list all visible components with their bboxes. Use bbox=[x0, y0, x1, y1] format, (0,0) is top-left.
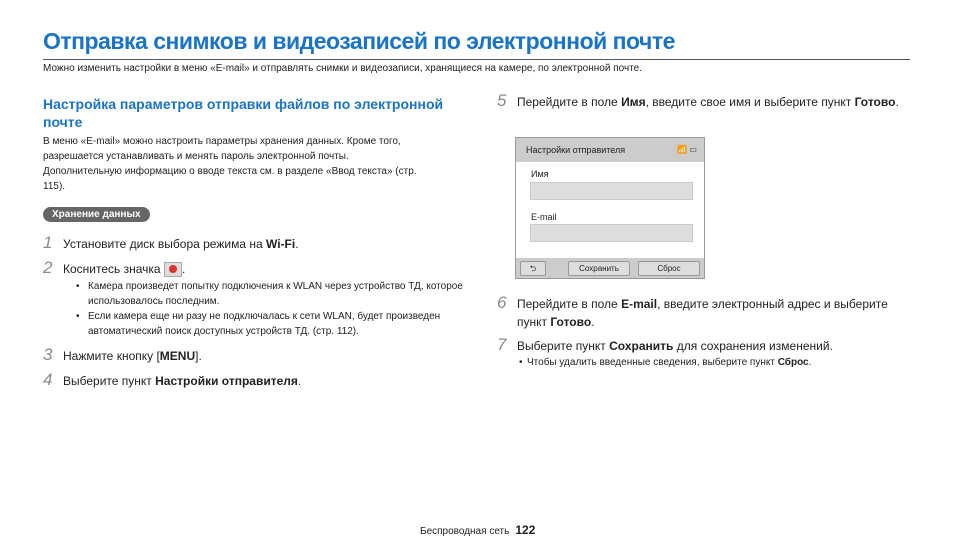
screen-title: Настройки отправителя bbox=[526, 145, 626, 155]
footer-section: Беспроводная сеть bbox=[420, 526, 510, 537]
step-4: 4 Выберите пункт Настройки отправителя. bbox=[43, 370, 302, 389]
step-5: 5 Перейдите в поле Имя, введите свое имя и выберите пункт Готово. bbox=[497, 91, 899, 110]
data-storage-badge: Хранение данных bbox=[43, 207, 150, 222]
wifi-battery-icon: 📶 ▭ bbox=[677, 145, 697, 154]
screen-header bbox=[516, 138, 704, 162]
section-paragraph: В меню «E-mail» можно настроить параметры хранения данных. Кроме того, разрешается устанавливать и менять пароль электронной почты. Дополнительную информацию о вводе текста см. в разделе «Ввод текста» (стр. 115). bbox=[43, 136, 417, 192]
name-label: Имя bbox=[531, 169, 549, 179]
step-2-notes bbox=[43, 279, 463, 339]
back-button[interactable]: ⮌ bbox=[520, 261, 546, 276]
bullet: • Чтобы удалить введенные сведения, выберите пункт Сброс. bbox=[497, 355, 917, 370]
step-2: 2 Коснитесь значка . bbox=[43, 258, 186, 277]
intro-text: Можно изменить настройки в меню «E-mail» и отправлять снимки и видеозаписи, хранящиеся на камере, по электронной почте. bbox=[43, 63, 642, 74]
step-7-note bbox=[497, 355, 917, 370]
email-field[interactable] bbox=[530, 224, 693, 242]
page-number: 122 bbox=[515, 523, 536, 537]
step-6: 6 Перейдите в поле E-mail, введите электронный адрес и выберите пункт Готово. bbox=[497, 293, 888, 329]
step-1: 1 Установите диск выбора режима на Wi-Fi. bbox=[43, 233, 299, 252]
bullet: • Если камера еще ни разу не подключалась к сети WLAN, будет произведен автоматический поиск доступных устройств ТД. (стр. 112). bbox=[43, 309, 463, 339]
step-3: 3 Нажмите кнопку [MENU]. bbox=[43, 345, 202, 364]
email-label: E-mail bbox=[531, 212, 557, 222]
step-7: 7 Выберите пункт Сохранить для сохранения изменений. bbox=[497, 335, 833, 354]
page-footer bbox=[420, 523, 535, 537]
title-divider bbox=[43, 59, 910, 60]
section-title: Настройка параметров отправки файлов по электронной почте bbox=[43, 96, 444, 130]
save-button[interactable]: Сохранить bbox=[568, 261, 630, 276]
email-icon bbox=[164, 262, 182, 277]
bullet: • Камера произведет попытку подключения к WLAN через устройство ТД, которое использовалось последним. bbox=[43, 279, 463, 309]
page-title: Отправка снимков и видеозаписей по электронной почте bbox=[43, 28, 675, 54]
name-field[interactable] bbox=[530, 182, 693, 200]
reset-button[interactable]: Сброс bbox=[638, 261, 700, 276]
screen-footer bbox=[516, 258, 704, 278]
camera-screen bbox=[515, 137, 705, 279]
